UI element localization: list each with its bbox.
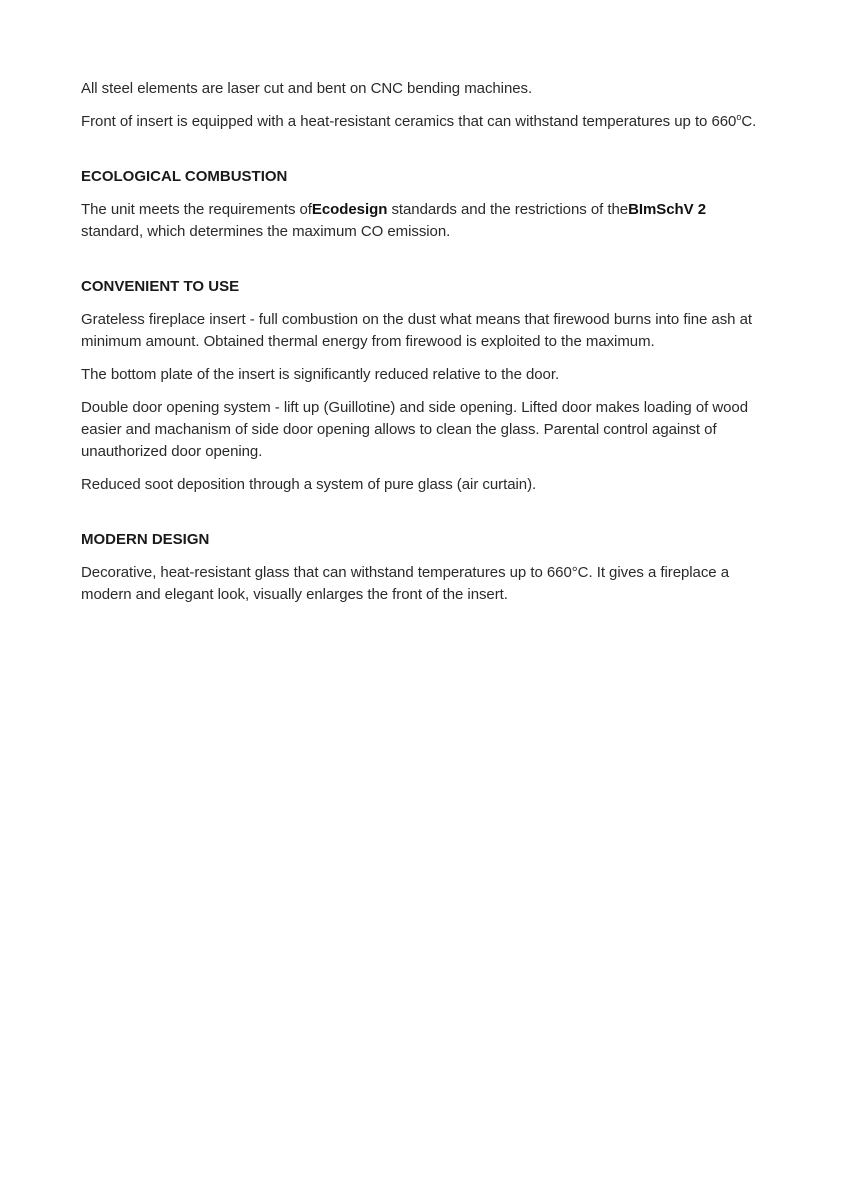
ecological-text-a: The unit meets the requirements of	[81, 201, 312, 218]
section-convenient-to-use	[81, 276, 771, 496]
ecological-text-c: standards and the restrictions of the	[387, 201, 629, 218]
ecodesign-bold: Ecodesign	[311, 201, 388, 218]
intro-paragraph-steel: All steel elements are laser cut and bent on CNC bending machines.	[81, 80, 533, 97]
heading-ecological-combustion: ECOLOGICAL COMBUSTION	[81, 168, 288, 185]
degree-superscript: o	[736, 112, 742, 122]
convenient-paragraph-bottom-plate: The bottom plate of the insert is significantly reduced relative to the door.	[81, 366, 560, 383]
ceramics-tail: C.	[741, 113, 757, 130]
ecological-paragraph	[81, 199, 771, 243]
bimschv-bold: BImSchV 2	[628, 201, 706, 218]
heading-convenient-to-use: CONVENIENT TO USE	[81, 278, 240, 295]
section-ecological-combustion	[81, 166, 771, 243]
modern-paragraph-glass: Decorative, heat-resistant glass that can withstand temperatures up to 660°C. It gives a fireplace a modern and elegant look, visually enlarges the front of the insert.	[81, 564, 730, 603]
heading-modern-design: MODERN DESIGN	[81, 531, 210, 548]
convenient-paragraph-soot: Reduced soot deposition through a system of pure glass (air curtain).	[81, 476, 537, 493]
convenient-paragraph-door-system: Double door opening system - lift up (Guillotine) and side opening. Lifted door makes loading of wood easier and machanism of side door opening allows to clean the glass. Parental control against of unauthorized door opening.	[81, 399, 749, 460]
document-page	[81, 78, 771, 617]
convenient-paragraph-grateless: Grateless fireplace insert - full combustion on the dust what means that firewood burns into fine ash at minimum amount. Obtained thermal energy from firewood is exploited to the maximum.	[81, 311, 752, 350]
intro-paragraph-ceramics	[81, 111, 771, 133]
section-modern-design	[81, 529, 771, 606]
ceramics-text: Front of insert is equipped with a heat-resistant ceramics that can withstand temperatures up to 660	[81, 113, 737, 130]
ecological-text-d: standard, which determines the maximum CO emission.	[81, 223, 451, 240]
